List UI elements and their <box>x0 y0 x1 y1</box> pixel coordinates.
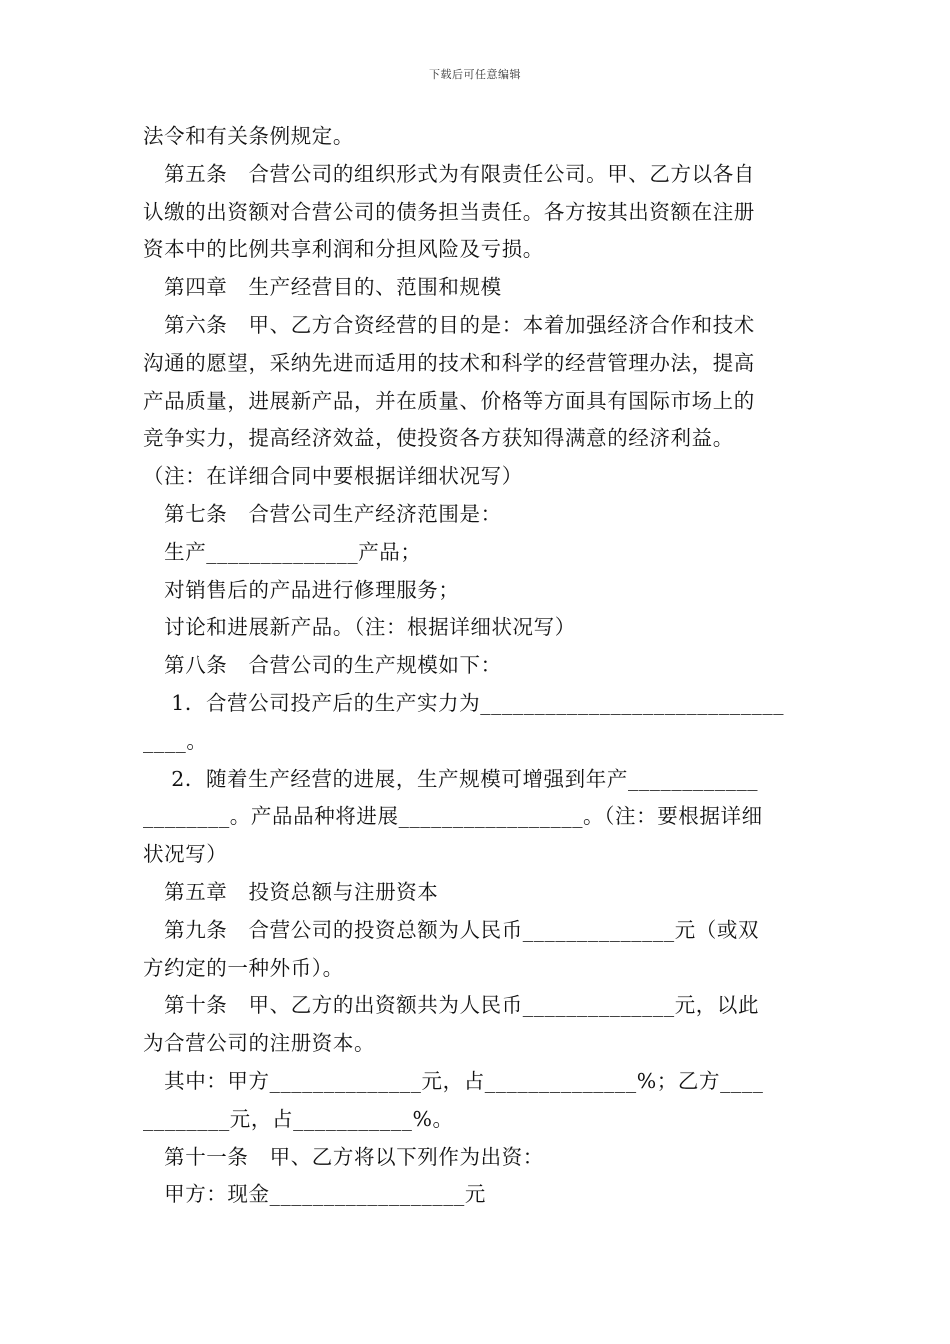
text-line: 生产______________产品； <box>143 539 422 564</box>
text-line: 第五条 合营公司的组织形式为有限责任公司。甲、乙方以各自 <box>143 161 755 186</box>
text-line: 产品质量，进展新产品，并在质量、价格等方面具有国际市场上的 <box>143 388 755 413</box>
chapter-heading: 第四章 生产经营目的、范围和规模 <box>143 275 502 300</box>
text-line: 第九条 合营公司的投资总额为人民币______________元（或双 <box>143 917 760 942</box>
text-line: 法令和有关条例规定。 <box>143 124 354 148</box>
text-line: 为合营公司的注册资本。 <box>143 1031 376 1056</box>
text-line: ________元，占___________%。 <box>143 1106 454 1131</box>
text-line: 1．合营公司投产后的生产实力为____________________________ <box>143 690 785 715</box>
text-line: 其中：甲方______________元，占______________%；乙方____ <box>143 1068 764 1093</box>
text-line: 方约定的一种外币）。 <box>143 955 344 980</box>
text-line: 对销售后的产品进行修理服务； <box>143 577 460 602</box>
text-line: 第十条 甲、乙方的出资额共为人民币______________元，以此 <box>143 993 760 1018</box>
text-line: ____。 <box>143 728 208 753</box>
text-line: 竞争实力，提高经济效益，使投资各方获知得满意的经济利益。 <box>143 426 734 451</box>
text-line: 第十一条 甲、乙方将以下列作为出资： <box>143 1144 544 1169</box>
text-line: 2．随着生产经营的进展，生产规模可增强到年产____________ <box>143 766 759 791</box>
text-line: ________。产品品种将进展_________________。（注：要根据详细 <box>143 804 763 829</box>
text-line: 第六条 甲、乙方合资经营的目的是：本着加强经济合作和技术 <box>143 312 755 337</box>
text-line: 第八条 合营公司的生产规模如下： <box>143 653 502 678</box>
text-line: 认缴的出资额对合营公司的债务担当责任。各方按其出资额在注册 <box>143 199 755 224</box>
text-line: 状况写） <box>143 842 228 867</box>
page-header: 下载后可任意编辑 <box>429 68 521 81</box>
chapter-heading: 第五章 投资总额与注册资本 <box>143 879 439 904</box>
text-line: 讨论和进展新产品。（注：根据详细状况写） <box>143 615 576 640</box>
text-line: 第七条 合营公司生产经济范围是： <box>143 501 502 526</box>
document-body <box>143 118 807 1214</box>
text-line: 甲方：现金__________________元 <box>143 1182 486 1207</box>
text-line: （注：在详细合同中要根据详细状况写） <box>143 464 523 489</box>
text-line: 沟通的愿望，采纳先进而适用的技术和科学的经营管理办法，提高 <box>143 350 755 375</box>
text-line: 资本中的比例共享利润和分担风险及亏损。 <box>143 237 544 262</box>
